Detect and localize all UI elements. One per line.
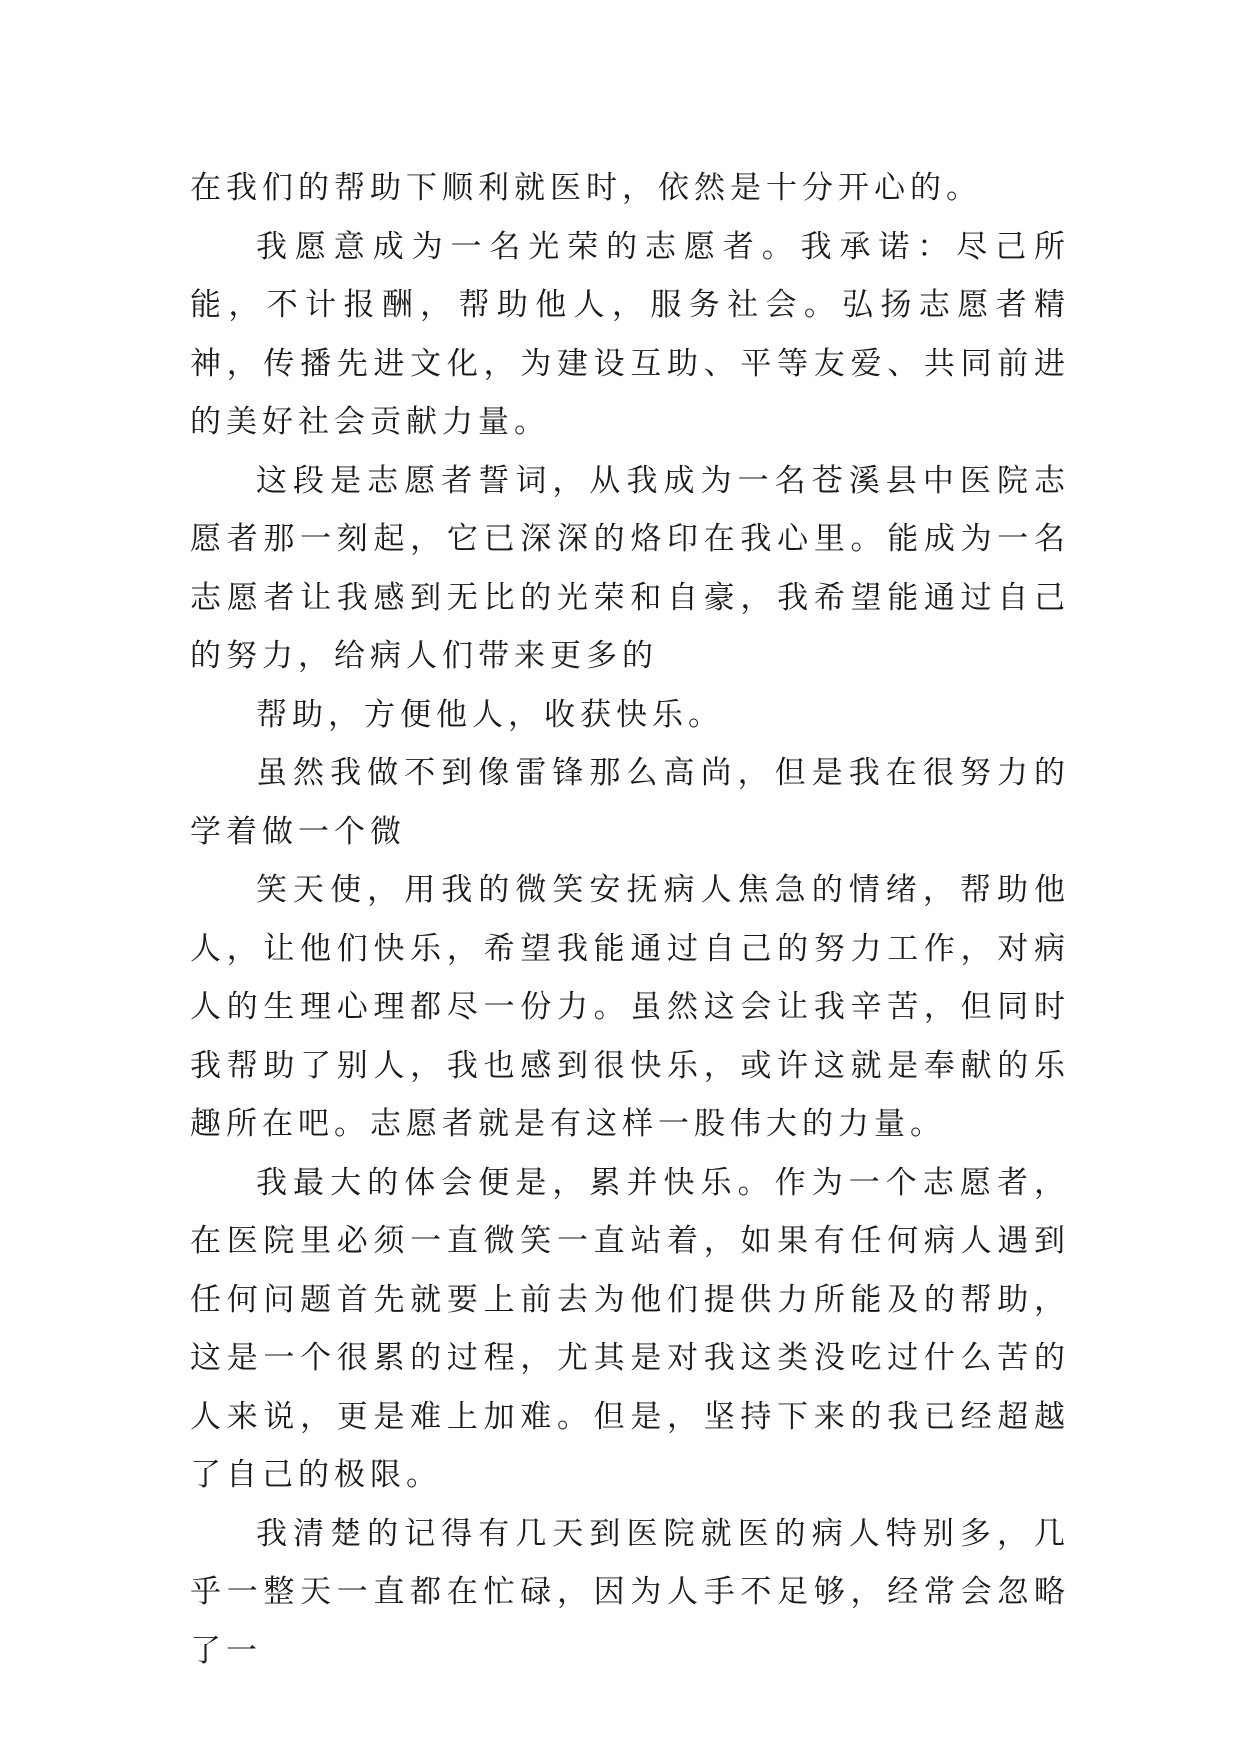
paragraph-5: 虽然我做不到像雷锋那么高尚，但是我在很努力的学着做一个微 <box>190 755 1070 850</box>
paragraph-2: 我愿意成为一名光荣的志愿者。我承诺：尽己所能，不计报酬，帮助他人，服务社会。弘扬志愿者精神，传播先进文化，为建设互助、平等友爱、共同前进的美好社会贡献力量。 <box>190 228 1070 440</box>
paragraph-8: 我清楚的记得有几天到医院就医的病人特别多，几乎一整天一直都在忙碌，因为人手不足够，经常会忽略了一 <box>190 1515 1070 1669</box>
paragraph-4: 帮助，方便他人，收获快乐。 <box>256 696 724 733</box>
paragraph-6: 笑天使，用我的微笑安抚病人焦急的情绪，帮助他人，让他们快乐，希望我能通过自己的努力工作，对病人的生理心理都尽一份力。虽然这会让我辛苦，但同时我帮助了别人，我也感到很快乐，或许这就是奉献的乐趣所在吧。志愿者就是有这样一股伟大的力量。 <box>190 872 1070 1142</box>
paragraph-7: 我最大的体会便是，累并快乐。作为一个志愿者，在医院里必须一直微笑一直站着，如果有任何病人遇到任何问题首先就要上前去为他们提供力所能及的帮助，这是一个很累的过程，尤其是对我这类没吃过什么苦的人来说，更是难上加难。但是，坚持下来的我已经超越了自己的极限。 <box>190 1164 1070 1493</box>
paragraph-3: 这段是志愿者誓词，从我成为一名苍溪县中医院志愿者那一刻起，它已深深的烙印在我心里。能成为一名志愿者让我感到无比的光荣和自豪，我希望能通过自己的努力，给病人们带来更多的 <box>190 462 1070 674</box>
paragraph-1: 在我们的帮助下顺利就医时，依然是十分开心的。 <box>190 170 982 206</box>
body-text <box>190 159 1070 1680</box>
